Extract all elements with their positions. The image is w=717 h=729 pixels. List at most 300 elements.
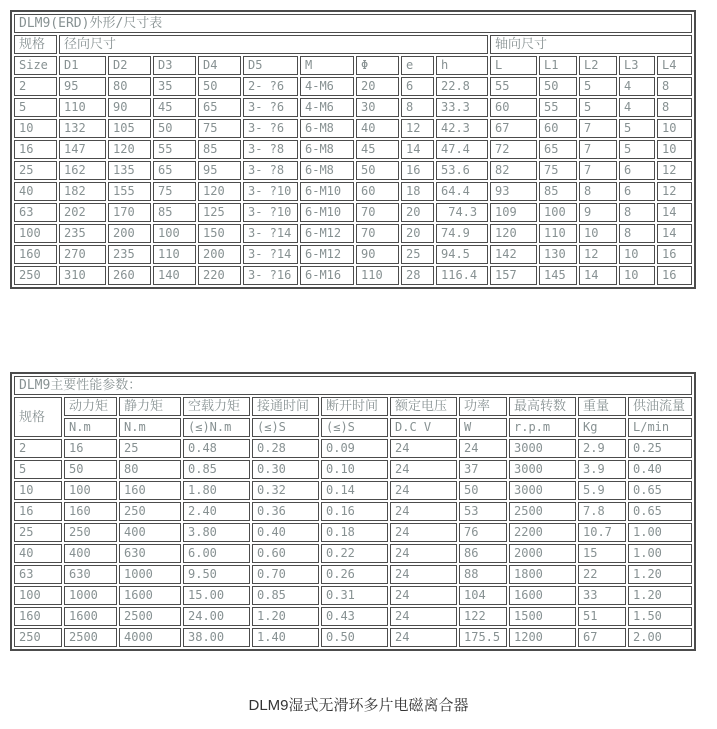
cell: 3- ?10 (243, 203, 298, 222)
cell: 7.8 (578, 502, 626, 521)
cell: 15 (578, 544, 626, 563)
cell: 6-M8 (300, 119, 354, 138)
table-row (14, 544, 692, 563)
table-row (14, 119, 692, 138)
cell: 75 (539, 161, 577, 180)
cell: 70 (356, 203, 399, 222)
cell: 50 (153, 119, 196, 138)
unit-rated-voltage: D.C V (390, 418, 457, 437)
cell: 0.30 (252, 460, 319, 479)
cell: 5 (619, 119, 655, 138)
cell: 160 (64, 502, 117, 521)
cell: 63 (14, 203, 57, 222)
cell: 22.8 (436, 77, 488, 96)
cell: 3000 (509, 460, 576, 479)
dimension-table-title: DLM9(ERD)外形/尺寸表 (14, 14, 692, 33)
cell: 80 (108, 77, 151, 96)
column-header-l3: L3 (619, 56, 655, 75)
table-title-row (14, 376, 692, 395)
cell: 1.50 (628, 607, 692, 626)
cell: 3.80 (183, 523, 250, 542)
column-header-l2: L2 (579, 56, 617, 75)
cell: 120 (490, 224, 537, 243)
cell: 0.32 (252, 481, 319, 500)
column-header-d2: D2 (108, 56, 151, 75)
cell: 135 (108, 161, 151, 180)
cell: 14 (401, 140, 434, 159)
cell: 16 (401, 161, 434, 180)
cell: 6 (619, 161, 655, 180)
table-row (14, 586, 692, 605)
cell: 0.25 (628, 439, 692, 458)
cell: 0.16 (321, 502, 388, 521)
cell: 125 (198, 203, 241, 222)
cell: 24 (459, 439, 507, 458)
cell: 12 (579, 245, 617, 264)
unit-noload-torque: (≤)N.m (183, 418, 250, 437)
cell: 6-M8 (300, 161, 354, 180)
cell: 55 (153, 140, 196, 159)
cell: 67 (578, 628, 626, 647)
cell: 310 (59, 266, 106, 285)
cell: 160 (119, 481, 181, 500)
cell: 10 (579, 224, 617, 243)
cell: 85 (198, 140, 241, 159)
cell: 1.20 (628, 586, 692, 605)
cell: 10 (657, 119, 692, 138)
cell: 260 (108, 266, 151, 285)
cell: 2 (14, 77, 57, 96)
cell: 15.00 (183, 586, 250, 605)
cell: 3- ?16 (243, 266, 298, 285)
cell: 67 (490, 119, 537, 138)
cell: 100 (14, 586, 62, 605)
cell: 170 (108, 203, 151, 222)
cell: 0.18 (321, 523, 388, 542)
cell: 16 (14, 140, 57, 159)
cell: 2.9 (578, 439, 626, 458)
cell: 85 (539, 182, 577, 201)
cell: 150 (198, 224, 241, 243)
cell: 110 (356, 266, 399, 285)
cell: 6-M12 (300, 245, 354, 264)
cell: 9 (579, 203, 617, 222)
cell: 1.00 (628, 544, 692, 563)
column-header-d5: D5 (243, 56, 298, 75)
cell: 80 (119, 460, 181, 479)
column-header-d3: D3 (153, 56, 196, 75)
cell: 1600 (64, 607, 117, 626)
column-header-engage-time: 接通时间 (252, 397, 319, 416)
cell: 1800 (509, 565, 576, 584)
column-header-noload-torque: 空载力矩 (183, 397, 250, 416)
cell: 6 (401, 77, 434, 96)
cell: 12 (401, 119, 434, 138)
cell: 2500 (509, 502, 576, 521)
cell: 0.65 (628, 481, 692, 500)
column-header-l: L (490, 56, 537, 75)
column-header-spec: 规格 (14, 397, 62, 437)
cell: 250 (14, 628, 62, 647)
cell: 38.00 (183, 628, 250, 647)
cell: 3- ?14 (243, 245, 298, 264)
table-row (14, 628, 692, 647)
cell: 16 (657, 266, 692, 285)
cell: 33.3 (436, 98, 488, 117)
cell: 120 (108, 140, 151, 159)
column-label-row (14, 397, 692, 416)
cell: 630 (64, 565, 117, 584)
cell: 0.85 (183, 460, 250, 479)
cell: 116.4 (436, 266, 488, 285)
cell: 0.31 (321, 586, 388, 605)
cell: 140 (153, 266, 196, 285)
cell: 63 (14, 565, 62, 584)
cell: 160 (14, 607, 62, 626)
cell: 16 (64, 439, 117, 458)
cell: 250 (119, 502, 181, 521)
cell: 3000 (509, 481, 576, 500)
cell: 130 (539, 245, 577, 264)
column-header-h: h (436, 56, 488, 75)
cell: 24 (390, 607, 457, 626)
cell: 45 (356, 140, 399, 159)
cell: 105 (108, 119, 151, 138)
cell: 18 (401, 182, 434, 201)
cell: 3- ?14 (243, 224, 298, 243)
cell: 24.00 (183, 607, 250, 626)
column-header-rated-voltage: 额定电压 (390, 397, 457, 416)
cell: 7 (579, 140, 617, 159)
cell: 220 (198, 266, 241, 285)
cell: 45 (153, 98, 196, 117)
cell: 90 (356, 245, 399, 264)
cell: 24 (390, 523, 457, 542)
cell: 3000 (509, 439, 576, 458)
cell: 400 (119, 523, 181, 542)
unit-power: W (459, 418, 507, 437)
table-row (14, 203, 692, 222)
cell: 24 (390, 544, 457, 563)
cell: 270 (59, 245, 106, 264)
table-row (14, 460, 692, 479)
cell: 20 (356, 77, 399, 96)
cell: 104 (459, 586, 507, 605)
cell: 37 (459, 460, 507, 479)
column-header-m: M (300, 56, 354, 75)
unit-release-time: (≤)S (321, 418, 388, 437)
cell: 10 (619, 245, 655, 264)
column-header-phi: Φ (356, 56, 399, 75)
cell: 110 (153, 245, 196, 264)
cell: 1.20 (628, 565, 692, 584)
cell: 24 (390, 481, 457, 500)
cell: 10 (14, 481, 62, 500)
cell: 50 (539, 77, 577, 96)
cell: 5.9 (578, 481, 626, 500)
cell: 100 (153, 224, 196, 243)
table-row (14, 140, 692, 159)
cell: 8 (579, 182, 617, 201)
cell: 157 (490, 266, 537, 285)
cell: 35 (153, 77, 196, 96)
cell: 65 (539, 140, 577, 159)
cell: 1.00 (628, 523, 692, 542)
cell: 1.80 (183, 481, 250, 500)
cell: 110 (59, 98, 106, 117)
cell: 155 (108, 182, 151, 201)
cell: 50 (459, 481, 507, 500)
unit-oil-flow: L/min (628, 418, 692, 437)
cell: 4000 (119, 628, 181, 647)
unit-static-torque: N.m (119, 418, 181, 437)
cell: 8 (619, 203, 655, 222)
cell: 6-M10 (300, 182, 354, 201)
cell: 24 (390, 628, 457, 647)
cell: 24 (390, 565, 457, 584)
cell: 16 (14, 502, 62, 521)
cell: 5 (14, 460, 62, 479)
cell: 0.09 (321, 439, 388, 458)
cell: 6 (619, 182, 655, 201)
product-caption: DLM9湿式无滑环多片电磁离合器 (248, 697, 469, 714)
cell: 3- ?8 (243, 140, 298, 159)
cell: 1.20 (252, 607, 319, 626)
cell: 0.40 (252, 523, 319, 542)
cell: 1000 (119, 565, 181, 584)
column-header-dynamic-torque: 动力矩 (64, 397, 117, 416)
cell: 3- ?6 (243, 98, 298, 117)
cell: 630 (119, 544, 181, 563)
cell: 0.40 (628, 460, 692, 479)
cell: 200 (108, 224, 151, 243)
cell: 75 (153, 182, 196, 201)
cell: 3- ?6 (243, 119, 298, 138)
cell: 72 (490, 140, 537, 159)
cell: 40 (14, 544, 62, 563)
cell: 75 (198, 119, 241, 138)
cell: 175.5 (459, 628, 507, 647)
cell: 82 (490, 161, 537, 180)
cell: 3- ?10 (243, 182, 298, 201)
cell: 162 (59, 161, 106, 180)
cell: 60 (490, 98, 537, 117)
cell: 2 (14, 439, 62, 458)
cell: 5 (619, 140, 655, 159)
cell: 110 (539, 224, 577, 243)
cell: 50 (356, 161, 399, 180)
cell: 86 (459, 544, 507, 563)
cell: 90 (108, 98, 151, 117)
cell: 160 (14, 245, 57, 264)
cell: 85 (153, 203, 196, 222)
cell: 12 (657, 182, 692, 201)
table-row (14, 607, 692, 626)
table-row (14, 266, 692, 285)
unit-max-speed: r.p.m (509, 418, 576, 437)
table-row (14, 481, 692, 500)
cell: 50 (64, 460, 117, 479)
cell: 1500 (509, 607, 576, 626)
cell: 1600 (509, 586, 576, 605)
table-row (14, 98, 692, 117)
table-row (14, 565, 692, 584)
cell: 25 (14, 161, 57, 180)
cell: 60 (539, 119, 577, 138)
cell: 51 (578, 607, 626, 626)
cell: 235 (108, 245, 151, 264)
cell: 14 (579, 266, 617, 285)
cell: 24 (390, 586, 457, 605)
cell: 20 (401, 203, 434, 222)
cell: 0.65 (628, 502, 692, 521)
cell: 25 (401, 245, 434, 264)
cell: 65 (198, 98, 241, 117)
performance-table (10, 372, 696, 651)
column-header-d4: D4 (198, 56, 241, 75)
cell: 0.36 (252, 502, 319, 521)
cell: 100 (64, 481, 117, 500)
cell: 70 (356, 224, 399, 243)
cell: 5 (579, 98, 617, 117)
cell: 0.60 (252, 544, 319, 563)
cell: 94.5 (436, 245, 488, 264)
cell: 145 (539, 266, 577, 285)
cell: 24 (390, 439, 457, 458)
cell: 0.43 (321, 607, 388, 626)
cell: 1600 (119, 586, 181, 605)
group-header-axial: 轴向尺寸 (490, 35, 692, 54)
cell: 40 (14, 182, 57, 201)
cell: 8 (401, 98, 434, 117)
cell: 3.9 (578, 460, 626, 479)
cell: 7 (579, 161, 617, 180)
cell: 0.48 (183, 439, 250, 458)
table-row (14, 161, 692, 180)
cell: 250 (64, 523, 117, 542)
cell: 93 (490, 182, 537, 201)
cell: 2- ?6 (243, 77, 298, 96)
cell: 10.7 (578, 523, 626, 542)
cell: 24 (390, 502, 457, 521)
cell: 0.26 (321, 565, 388, 584)
cell: 53 (459, 502, 507, 521)
cell: 4 (619, 98, 655, 117)
column-header-power: 功率 (459, 397, 507, 416)
cell: 1200 (509, 628, 576, 647)
cell: 0.22 (321, 544, 388, 563)
cell: 235 (59, 224, 106, 243)
cell: 182 (59, 182, 106, 201)
table-row (14, 224, 692, 243)
column-header-l4: L4 (657, 56, 692, 75)
cell: 22 (578, 565, 626, 584)
cell: 50 (198, 77, 241, 96)
column-header-d1: D1 (59, 56, 106, 75)
unit-dynamic-torque: N.m (64, 418, 117, 437)
cell: 2500 (119, 607, 181, 626)
cell: 132 (59, 119, 106, 138)
column-header-size: Size (14, 56, 57, 75)
cell: 95 (59, 77, 106, 96)
cell: 14 (657, 203, 692, 222)
table-row (14, 502, 692, 521)
cell: 4 (619, 77, 655, 96)
cell: 0.28 (252, 439, 319, 458)
performance-table-title: DLM9主要性能参数： (14, 376, 692, 395)
cell: 42.3 (436, 119, 488, 138)
cell: 53.6 (436, 161, 488, 180)
cell: 5 (579, 77, 617, 96)
cell: 25 (14, 523, 62, 542)
cell: 10 (657, 140, 692, 159)
cell: 4-M6 (300, 98, 354, 117)
cell: 120 (198, 182, 241, 201)
cell: 76 (459, 523, 507, 542)
cell: 0.14 (321, 481, 388, 500)
cell: 2500 (64, 628, 117, 647)
cell: 33 (578, 586, 626, 605)
column-header-oil-flow: 供油流量 (628, 397, 692, 416)
cell: 74.9 (436, 224, 488, 243)
cell: 2200 (509, 523, 576, 542)
cell: 47.4 (436, 140, 488, 159)
cell: 400 (64, 544, 117, 563)
cell: 6-M10 (300, 203, 354, 222)
cell: 142 (490, 245, 537, 264)
cell: 5 (14, 98, 57, 117)
cell: 9.50 (183, 565, 250, 584)
table-row (14, 523, 692, 542)
dimension-table (10, 10, 696, 289)
cell: 6-M16 (300, 266, 354, 285)
table-row (14, 77, 692, 96)
cell: 10 (619, 266, 655, 285)
cell: 100 (539, 203, 577, 222)
cell: 16 (657, 245, 692, 264)
column-header-l1: L1 (539, 56, 577, 75)
cell: 8 (619, 224, 655, 243)
cell: 2000 (509, 544, 576, 563)
cell: 1000 (64, 586, 117, 605)
cell: 6-M8 (300, 140, 354, 159)
cell: 250 (14, 266, 57, 285)
cell: 8 (657, 98, 692, 117)
group-header-spec: 规格 (14, 35, 57, 54)
table-row (14, 439, 692, 458)
column-header-static-torque: 静力矩 (119, 397, 181, 416)
cell: 0.70 (252, 565, 319, 584)
cell: 74.3 (436, 203, 488, 222)
column-header-release-time: 断开时间 (321, 397, 388, 416)
cell: 0.10 (321, 460, 388, 479)
cell: 0.85 (252, 586, 319, 605)
table-title-row (14, 14, 692, 33)
cell: 202 (59, 203, 106, 222)
cell: 4-M6 (300, 77, 354, 96)
cell: 10 (14, 119, 57, 138)
column-header-e: e (401, 56, 434, 75)
cell: 2.40 (183, 502, 250, 521)
cell: 95 (198, 161, 241, 180)
cell: 12 (657, 161, 692, 180)
cell: 28 (401, 266, 434, 285)
unit-weight: Kg (578, 418, 626, 437)
table-row (14, 182, 692, 201)
cell: 88 (459, 565, 507, 584)
unit-engage-time: (≤)S (252, 418, 319, 437)
cell: 24 (390, 460, 457, 479)
